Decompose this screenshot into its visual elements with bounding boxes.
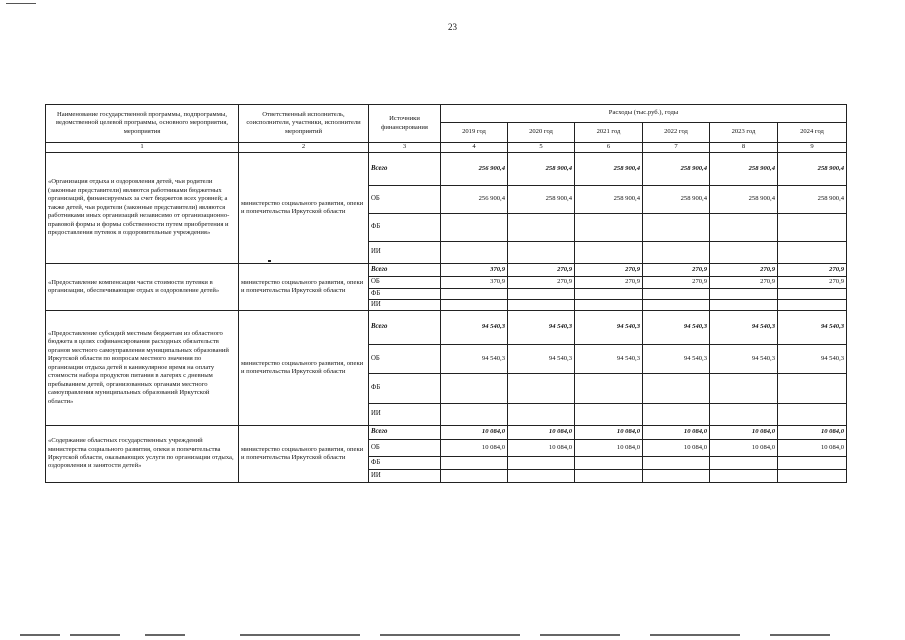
table-row [46,153,847,186]
scan-edge-mark [380,634,520,636]
program-name-cell: «Предоставление субсидий местным бюджетам из областного бюджета в целях софинансирования расходных обязательств органов местного самоуправления муниципальных образований Иркутской области по вопросам местного значения по организации отдыха детей в каникулярное время на оплату стоимости набора продуктов питания в лагерях с дневным пребыванием детей, организованных органами местного самоуправления муниципальных образований Иркутской области» [46,311,239,426]
table-row [46,426,847,440]
scan-edge-mark [770,634,830,636]
value-cell: 256 900,4 [441,186,508,214]
value-cell: 94 540,3 [778,311,847,345]
value-cell [643,374,710,404]
executor-cell: министерство социального развития, опеки и попечительства Иркутской области [239,153,369,264]
value-cell [710,374,778,404]
header-year: 2022 год [643,123,710,143]
value-cell [778,242,847,264]
stray-mark [268,260,271,262]
value-cell: 270,9 [575,277,643,289]
column-number: 6 [575,143,643,153]
value-cell [643,457,710,470]
value-cell: 258 900,4 [575,153,643,186]
value-cell: 94 540,3 [508,311,575,345]
scan-edge-mark [70,634,120,636]
value-cell [441,374,508,404]
value-cell [778,404,847,426]
value-cell [575,300,643,311]
value-cell [710,404,778,426]
value-cell: 10 084,0 [441,426,508,440]
budget-table [45,104,847,483]
value-cell: 256 900,4 [441,153,508,186]
value-cell: 94 540,3 [643,345,710,374]
header-sources: Источники финансирования [369,105,441,143]
value-cell [710,300,778,311]
value-cell: 94 540,3 [441,345,508,374]
value-cell [710,214,778,242]
column-number-row [46,143,847,153]
value-cell [710,242,778,264]
value-cell: 10 084,0 [643,426,710,440]
value-cell: 258 900,4 [643,153,710,186]
value-cell [643,289,710,300]
value-cell [778,289,847,300]
executor-cell: министерство социального развития, опеки и попечительства Иркутской области [239,264,369,311]
value-cell: 258 900,4 [508,153,575,186]
value-cell [441,404,508,426]
program-name-cell: «Организация отдыха и оздоровления детей, чьи родители (законные представители) являются работниками бюджетных организаций, финансируемых за счет бюджетов всех уровней; а также детей, чьи родители (законные представители) являются работниками иных организаций независимо от организационно-правовой формы и формы собственности путем приобретения и предоставления путевок в оздоровительные учреждения» [46,153,239,264]
table-row [46,264,847,277]
value-cell: 270,9 [508,264,575,277]
column-number: 5 [508,143,575,153]
value-cell: 270,9 [643,277,710,289]
value-cell: 270,9 [710,264,778,277]
scan-edge-mark [240,634,360,636]
column-number: 1 [46,143,239,153]
scan-edge-mark [145,634,185,636]
value-cell: 258 900,4 [710,153,778,186]
value-cell: 270,9 [643,264,710,277]
value-cell: 270,9 [575,264,643,277]
source-cell: ОБ [369,277,441,289]
header-year: 2024 год [778,123,847,143]
value-cell: 94 540,3 [441,311,508,345]
value-cell [441,242,508,264]
value-cell [575,470,643,483]
header-executor: Ответственный исполнитель, соисполнители, участники, исполнители мероприятий [239,105,369,143]
scan-edge-mark [20,634,60,636]
column-number: 4 [441,143,508,153]
value-cell [575,289,643,300]
value-cell [441,457,508,470]
value-cell: 10 084,0 [778,440,847,457]
value-cell [508,289,575,300]
value-cell: 94 540,3 [710,345,778,374]
value-cell: 10 084,0 [575,440,643,457]
value-cell [575,457,643,470]
value-cell: 94 540,3 [643,311,710,345]
value-cell: 10 084,0 [508,440,575,457]
value-cell: 94 540,3 [508,345,575,374]
value-cell [643,470,710,483]
value-cell: 10 084,0 [710,440,778,457]
table-row [46,311,847,345]
executor-cell: министерство социального развития, опеки и попечительства Иркутской области [239,311,369,426]
value-cell: 258 900,4 [575,186,643,214]
value-cell [643,214,710,242]
value-cell: 258 900,4 [508,186,575,214]
value-cell [441,289,508,300]
value-cell: 94 540,3 [778,345,847,374]
value-cell [778,214,847,242]
value-cell: 270,9 [778,264,847,277]
value-cell: 10 084,0 [710,426,778,440]
value-cell: 10 084,0 [575,426,643,440]
column-number: 2 [239,143,369,153]
value-cell [441,214,508,242]
value-cell: 258 900,4 [778,153,847,186]
value-cell [575,214,643,242]
value-cell: 270,9 [710,277,778,289]
header-expenses: Расходы (тыс.руб.), годы [441,105,847,123]
value-cell [508,457,575,470]
value-cell [778,374,847,404]
value-cell: 94 540,3 [575,311,643,345]
header-year: 2023 год [710,123,778,143]
value-cell [508,470,575,483]
header-name: Наименование государственной программы, подпрограммы, ведомственной целевой программы, основного мероприятия, мероприятия [46,105,239,143]
scan-edge-mark [650,634,740,636]
source-cell: ИИ [369,300,441,311]
value-cell: 94 540,3 [575,345,643,374]
value-cell [508,242,575,264]
value-cell [710,289,778,300]
value-cell [778,457,847,470]
source-cell: ФБ [369,457,441,470]
scan-edge-mark [540,634,620,636]
source-cell: ОБ [369,440,441,457]
value-cell [575,404,643,426]
column-number: 3 [369,143,441,153]
column-number: 7 [643,143,710,153]
value-cell [643,404,710,426]
value-cell: 270,9 [508,277,575,289]
value-cell [508,404,575,426]
value-cell [441,470,508,483]
source-cell: ФБ [369,374,441,404]
value-cell [575,374,643,404]
value-cell [508,300,575,311]
value-cell [778,300,847,311]
source-cell: ИИ [369,242,441,264]
source-cell: Всего [369,426,441,440]
column-number: 8 [710,143,778,153]
source-cell: Всего [369,311,441,345]
value-cell [778,470,847,483]
value-cell: 370,9 [441,264,508,277]
source-cell: ОБ [369,345,441,374]
value-cell: 258 900,4 [778,186,847,214]
value-cell: 10 084,0 [643,440,710,457]
source-cell: Всего [369,153,441,186]
value-cell: 370,9 [441,277,508,289]
source-cell: Всего [369,264,441,277]
value-cell [643,242,710,264]
source-cell: ИИ [369,470,441,483]
header-year: 2020 год [508,123,575,143]
header-year: 2021 год [575,123,643,143]
column-number: 9 [778,143,847,153]
value-cell [441,300,508,311]
value-cell: 270,9 [778,277,847,289]
source-cell: ФБ [369,289,441,300]
program-name-cell: «Предоставление компенсации части стоимости путевки в организации, обеспечивающие отдых и оздоровление детей» [46,264,239,311]
source-cell: ФБ [369,214,441,242]
executor-cell: министерство социального развития, опеки и попечительства Иркутской области [239,426,369,483]
value-cell: 10 084,0 [778,426,847,440]
value-cell: 10 084,0 [508,426,575,440]
value-cell [508,214,575,242]
value-cell [508,374,575,404]
value-cell [575,242,643,264]
value-cell [643,300,710,311]
source-cell: ИИ [369,404,441,426]
scan-edge-mark [6,3,36,4]
header-year: 2019 год [441,123,508,143]
value-cell [710,457,778,470]
program-name-cell: «Содержание областных государственных учреждений министерства социального развития, опеки и попечительства Иркутской области, оказывающих услуги по организации отдыха, оздоровления и занятости детей» [46,426,239,483]
source-cell: ОБ [369,186,441,214]
value-cell: 94 540,3 [710,311,778,345]
value-cell [710,470,778,483]
value-cell: 258 900,4 [710,186,778,214]
page-number: 23 [448,22,457,32]
value-cell: 10 084,0 [441,440,508,457]
table-body [46,153,847,483]
value-cell: 258 900,4 [643,186,710,214]
